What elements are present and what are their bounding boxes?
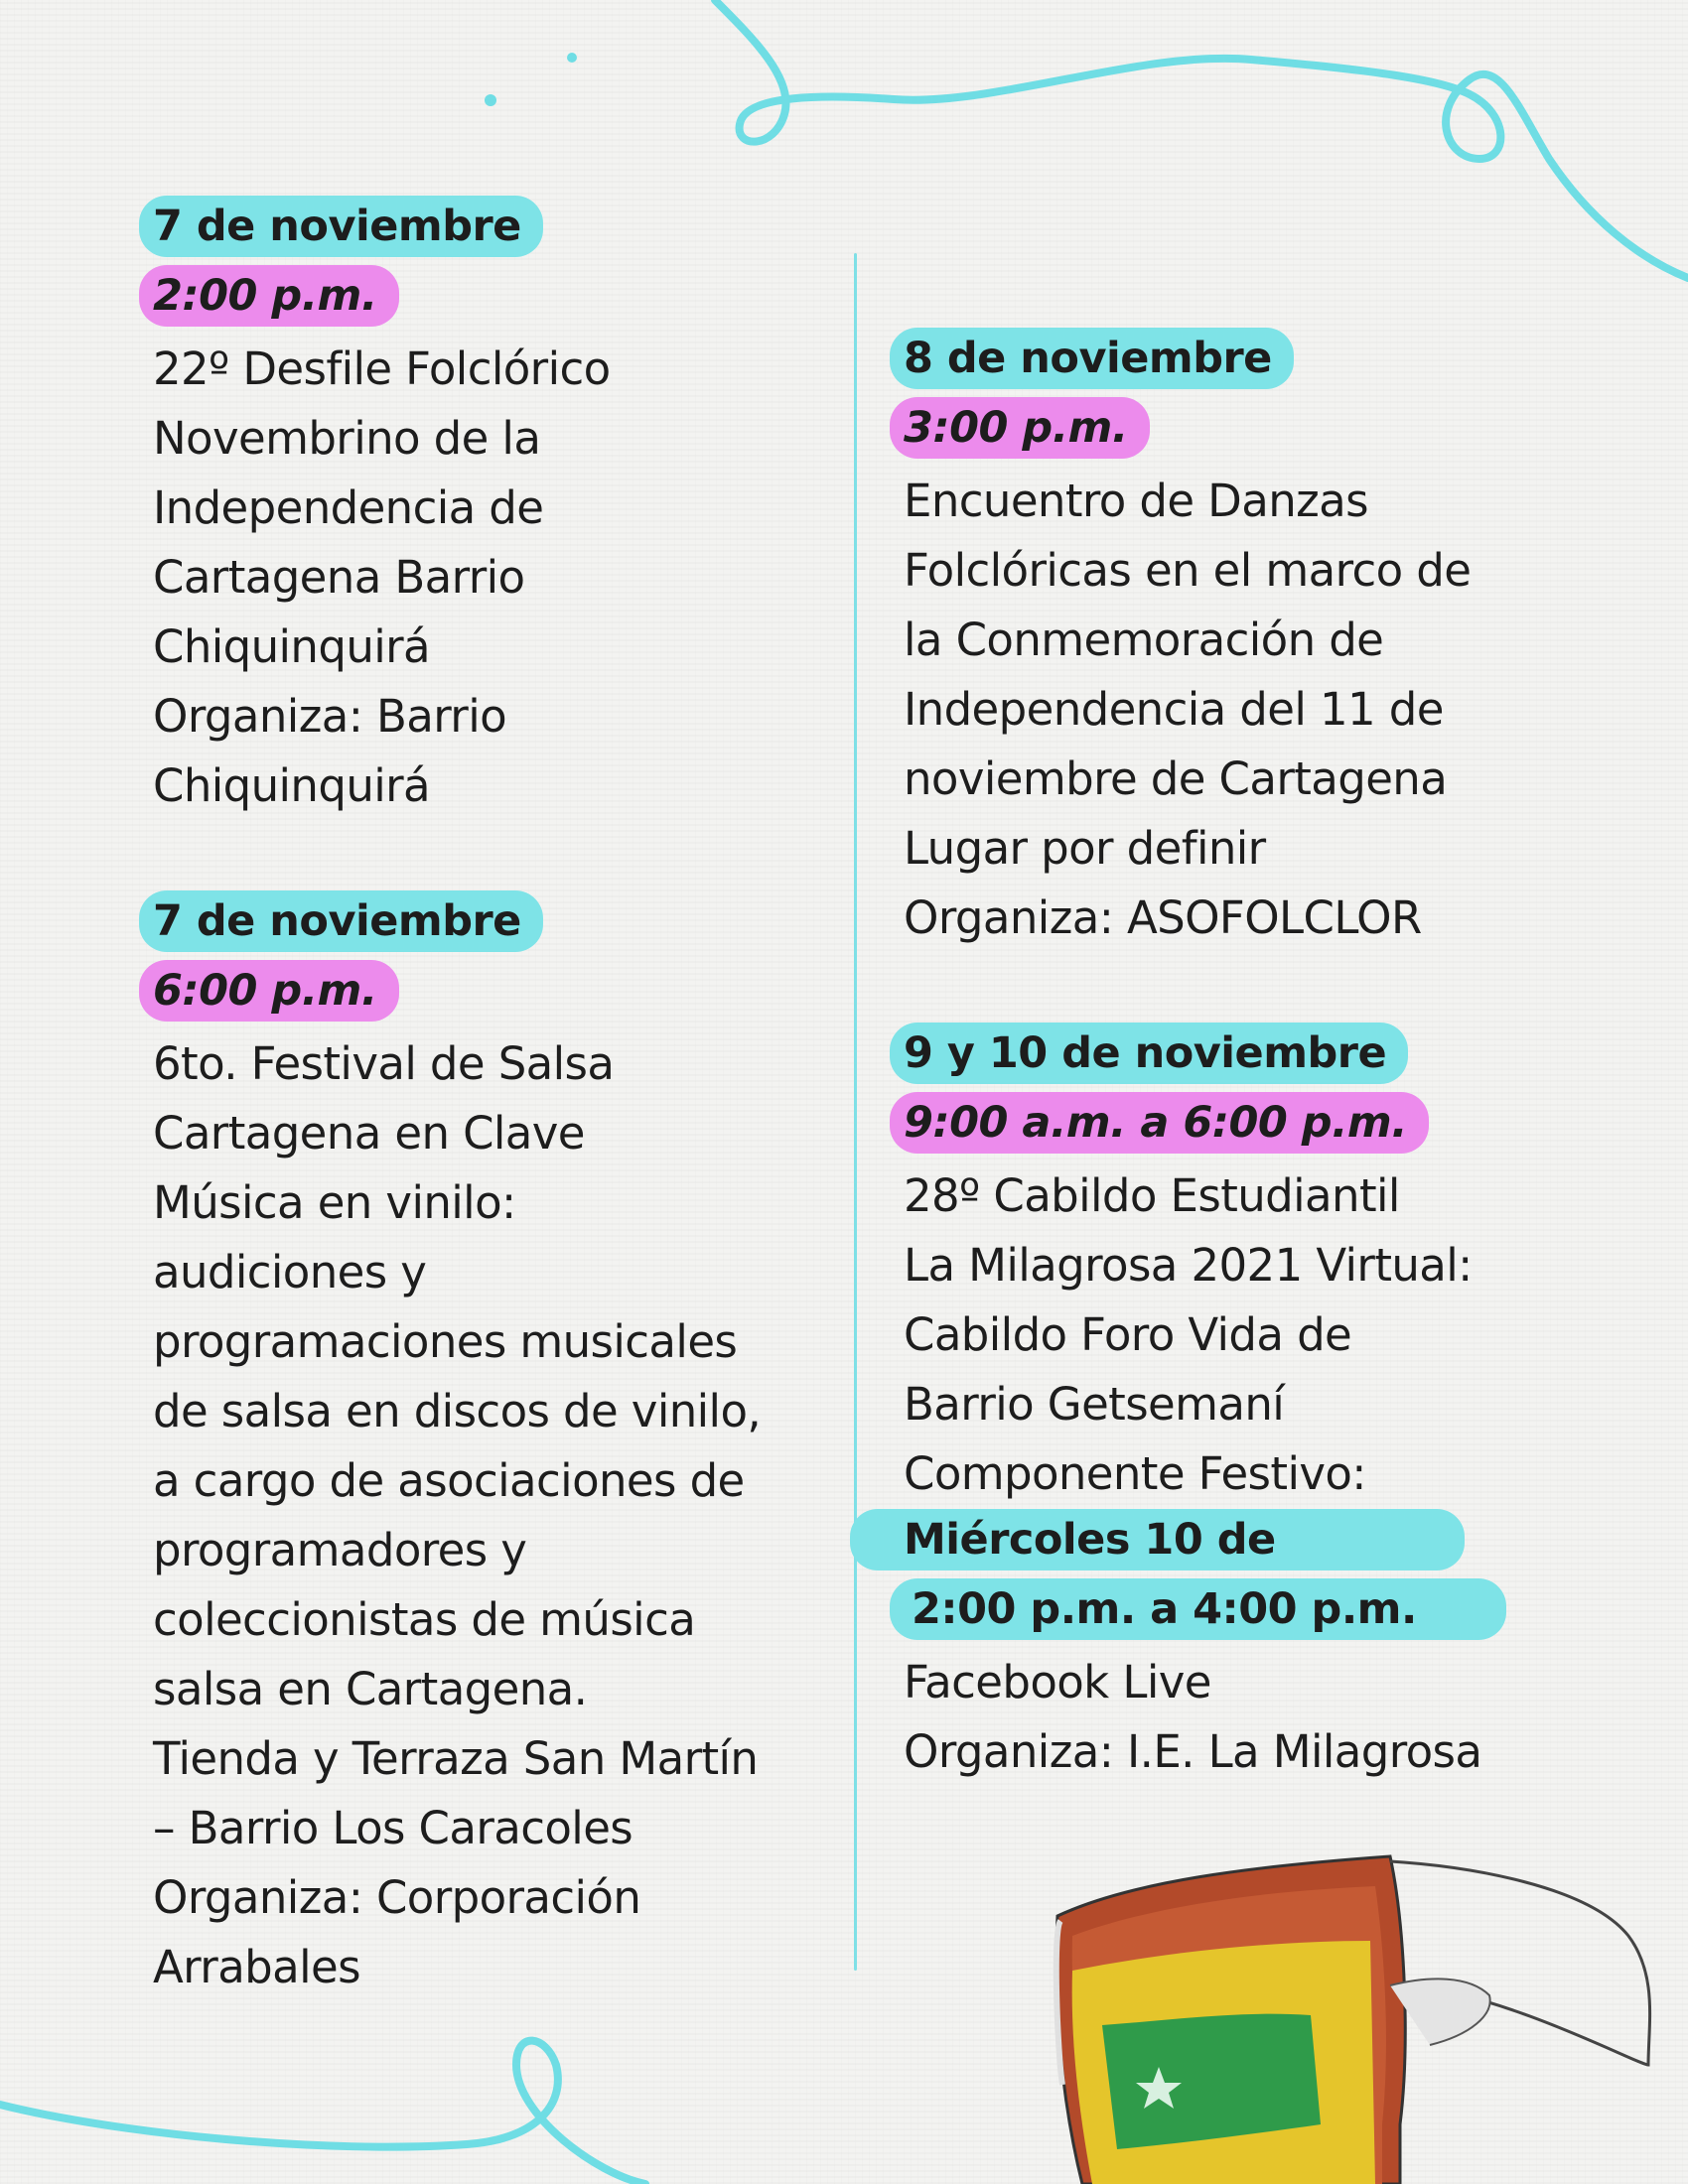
event-date: 8 de noviembre (890, 328, 1294, 389)
text-line: Organiza: I.E. La Milagrosa (904, 1725, 1482, 1778)
event-time: 6:00 p.m. (139, 960, 399, 1022)
dot-2 (567, 53, 577, 63)
highlight-day: Miércoles 10 de (850, 1509, 1465, 1570)
highlight-hours: 2:00 p.m. a 4:00 p.m. (890, 1578, 1506, 1640)
text-line: noviembre de Cartagena (904, 752, 1448, 805)
text-line: la Conmemoración de (904, 614, 1384, 666)
text-line: Novembrino de la (153, 412, 541, 465)
text-line: Cartagena Barrio (153, 551, 525, 604)
event-block (904, 328, 1471, 953)
text-line: Componente Festivo: (904, 1447, 1366, 1500)
text-line: coleccionistas de música (153, 1593, 696, 1646)
dot-1 (485, 94, 496, 106)
event-block (153, 890, 761, 2002)
text-line: audiciones y (153, 1246, 427, 1298)
column-divider (854, 253, 857, 1971)
event-description (904, 1161, 1506, 1509)
text-line: La Milagrosa 2021 Virtual: (904, 1239, 1473, 1292)
text-line: programadores y (153, 1524, 527, 1576)
text-line: Chiquinquirá (153, 620, 431, 673)
event-date: 9 y 10 de noviembre (890, 1023, 1408, 1084)
text-line: Cabildo Foro Vida de (904, 1308, 1352, 1361)
event-time: 2:00 p.m. (139, 265, 399, 327)
text-line: Cartagena en Clave (153, 1107, 585, 1160)
text-line: a cargo de asociaciones de (153, 1454, 745, 1507)
event-time: 9:00 a.m. a 6:00 p.m. (890, 1092, 1429, 1154)
text-line: – Barrio Los Caracoles (153, 1802, 633, 1854)
text-line: Independencia del 11 de (904, 683, 1444, 736)
text-line: 22º Desfile Folclórico (153, 342, 611, 395)
text-line: 28º Cabildo Estudiantil (904, 1169, 1400, 1222)
event-time: 3:00 p.m. (890, 397, 1150, 459)
event-description (904, 467, 1471, 953)
face-mask-illustration (1056, 1856, 1650, 2184)
text-line: Música en vinilo: (153, 1176, 516, 1229)
text-line: Lugar por definir (904, 822, 1266, 875)
text-line: programaciones musicales (153, 1315, 738, 1368)
text-line: Chiquinquirá (153, 759, 431, 812)
text-line: Facebook Live (904, 1656, 1211, 1708)
text-line: Independencia de (153, 481, 544, 534)
text-line: Encuentro de Danzas (904, 475, 1368, 527)
event-block (153, 196, 611, 821)
event-block (904, 1023, 1506, 1787)
text-line: de salsa en discos de vinilo, (153, 1385, 762, 1437)
event-date: 7 de noviembre (139, 890, 543, 952)
event-description (153, 335, 611, 821)
text-line: salsa en Cartagena. (153, 1663, 588, 1715)
event-description (153, 1029, 761, 2002)
text-line: Barrio Getsemaní (904, 1378, 1285, 1431)
text-line: Organiza: Barrio (153, 690, 507, 743)
bottom-squiggle (0, 2041, 645, 2184)
text-line: Organiza: Corporación (153, 1871, 641, 1924)
text-line: Organiza: ASOFOLCLOR (904, 891, 1422, 944)
text-line: Folclóricas en el marco de (904, 544, 1472, 597)
event-footer (904, 1648, 1506, 1787)
text-line: Tienda y Terraza San Martín (153, 1732, 759, 1785)
text-line: 6to. Festival de Salsa (153, 1037, 615, 1090)
event-date: 7 de noviembre (139, 196, 543, 257)
text-line: Arrabales (153, 1941, 360, 1993)
top-squiggle (715, 0, 1688, 278)
